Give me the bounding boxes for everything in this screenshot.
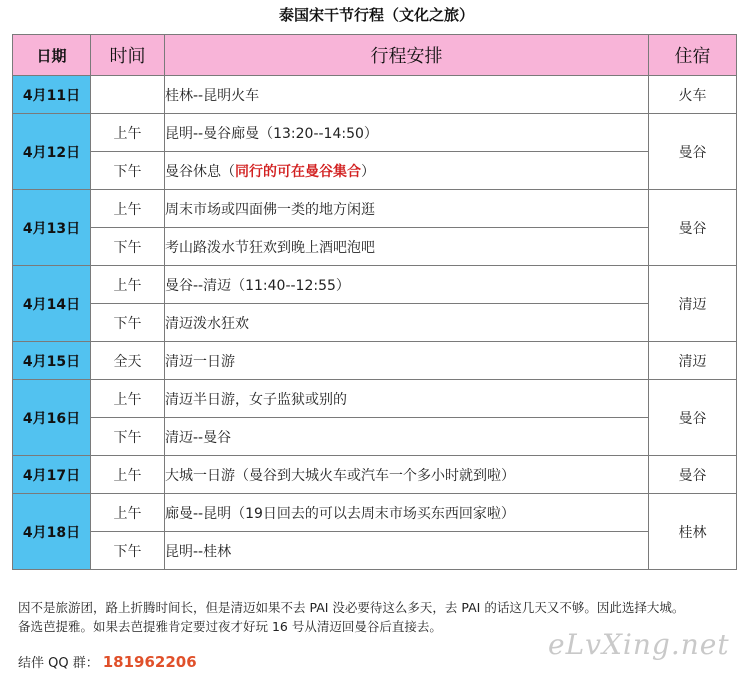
date-cell: 4月17日 xyxy=(13,456,91,494)
qq-label: 结伴 QQ 群： xyxy=(18,656,99,671)
date-cell: 4月14日 xyxy=(13,266,91,342)
footnote-line: 备选芭提雅。如果去芭提雅肯定要过夜才好玩 16 号从清迈回曼谷后直接去。 xyxy=(18,619,442,634)
footnote-line: 因不是旅游团，路上折腾时间长，但是清迈如果不去 PAI 没必要待这么多天，去 PAI 的话这几天又不够。因此选择大城。 xyxy=(18,600,685,615)
plan-cell: 周末市场或四面佛一类的地方闲逛 xyxy=(165,190,649,228)
plan-text: 曼谷休息（ xyxy=(165,163,235,180)
lodging-cell: 清迈 xyxy=(649,266,737,342)
table-row xyxy=(13,304,737,342)
lodging-cell: 曼谷 xyxy=(649,190,737,266)
qq-group xyxy=(18,652,197,671)
plan-cell: 清迈一日游 xyxy=(165,342,649,380)
lodging-cell: 火车 xyxy=(649,76,737,114)
table-row xyxy=(13,76,737,114)
time-cell: 上午 xyxy=(91,456,165,494)
qq-number: 181962206 xyxy=(102,653,197,671)
itinerary-table xyxy=(12,34,737,570)
plan-text-end: ） xyxy=(361,163,375,180)
table-row xyxy=(13,342,737,380)
date-cell: 4月11日 xyxy=(13,76,91,114)
lodging-cell: 曼谷 xyxy=(649,456,737,494)
time-cell: 全天 xyxy=(91,342,165,380)
table-row xyxy=(13,190,737,228)
table-row xyxy=(13,532,737,570)
table-row xyxy=(13,418,737,456)
plan-cell: 曼谷--清迈（11:40--12:55） xyxy=(165,266,649,304)
table-row xyxy=(13,152,737,190)
table-row xyxy=(13,228,737,266)
lodging-cell: 曼谷 xyxy=(649,114,737,190)
time-cell: 上午 xyxy=(91,494,165,532)
date-cell: 4月15日 xyxy=(13,342,91,380)
time-cell: 下午 xyxy=(91,228,165,266)
table-header-row xyxy=(13,35,737,76)
time-cell: 上午 xyxy=(91,114,165,152)
lodging-cell: 曼谷 xyxy=(649,380,737,456)
plan-cell: 考山路泼水节狂欢到晚上酒吧泡吧 xyxy=(165,228,649,266)
time-cell: 上午 xyxy=(91,190,165,228)
table-row xyxy=(13,266,737,304)
plan-cell: 昆明--曼谷廊曼（13:20--14:50） xyxy=(165,114,649,152)
table-row xyxy=(13,380,737,418)
lodging-cell: 桂林 xyxy=(649,494,737,570)
watermark-logo: eLvXing.net xyxy=(548,628,730,661)
time-cell xyxy=(91,76,165,114)
plan-cell: 清迈--曼谷 xyxy=(165,418,649,456)
plan-cell: 清迈半日游，女子监狱或别的 xyxy=(165,380,649,418)
table-row xyxy=(13,456,737,494)
date-cell: 4月16日 xyxy=(13,380,91,456)
plan-cell: 廊曼--昆明（19日回去的可以去周末市场买东西回家啦） xyxy=(165,494,649,532)
plan-cell: 桂林--昆明火车 xyxy=(165,76,649,114)
date-cell: 4月12日 xyxy=(13,114,91,190)
plan-cell: 清迈泼水狂欢 xyxy=(165,304,649,342)
time-cell: 上午 xyxy=(91,266,165,304)
date-cell: 4月13日 xyxy=(13,190,91,266)
date-cell: 4月18日 xyxy=(13,494,91,570)
page-title: 泰国宋干节行程（文化之旅） xyxy=(278,6,474,24)
header-plan: 行程安排 xyxy=(165,35,649,76)
header-time: 时间 xyxy=(91,35,165,76)
plan-cell: 昆明--桂林 xyxy=(165,532,649,570)
plan-cell xyxy=(165,152,649,190)
time-cell: 下午 xyxy=(91,304,165,342)
time-cell: 上午 xyxy=(91,380,165,418)
table-row xyxy=(13,494,737,532)
lodging-cell: 清迈 xyxy=(649,342,737,380)
table-row xyxy=(13,114,737,152)
header-lodging: 住宿 xyxy=(649,35,737,76)
header-date: 日期 xyxy=(13,35,91,76)
time-cell: 下午 xyxy=(91,418,165,456)
time-cell: 下午 xyxy=(91,532,165,570)
highlight-text: 同行的可在曼谷集合 xyxy=(235,163,361,180)
time-cell: 下午 xyxy=(91,152,165,190)
plan-cell: 大城一日游（曼谷到大城火车或汽车一个多小时就到啦） xyxy=(165,456,649,494)
